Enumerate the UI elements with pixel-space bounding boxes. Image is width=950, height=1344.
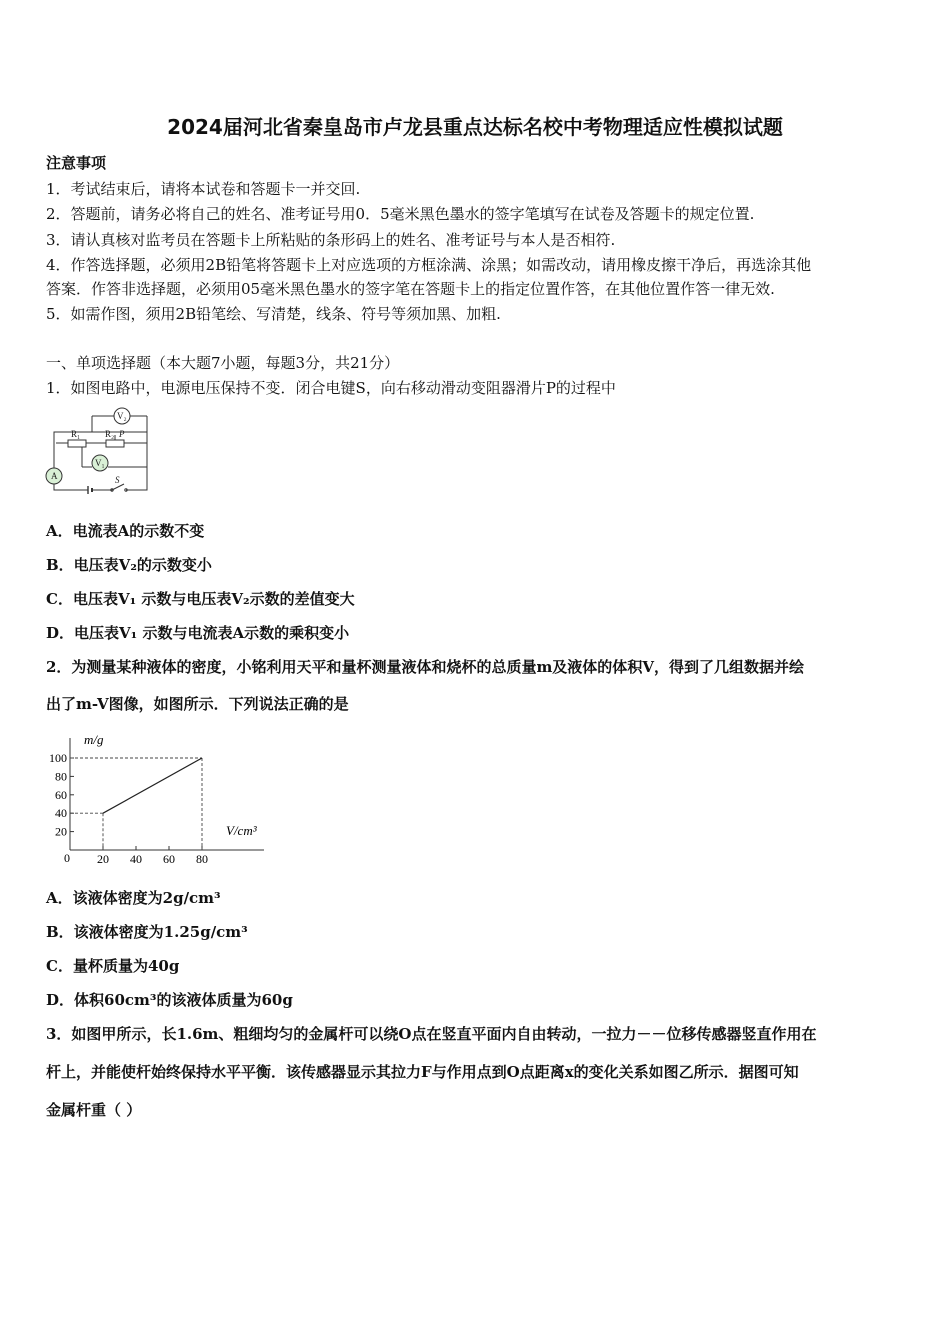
series-line [103, 758, 202, 813]
x-tick-label: 40 [130, 852, 142, 866]
label-p: P [119, 429, 125, 439]
origin-label: 0 [64, 851, 70, 865]
q2-option-d: D．体积60cm³的该液体质量为60g [46, 991, 293, 1009]
x-tick-label: 80 [196, 852, 208, 866]
y-tick-label: 60 [55, 787, 67, 802]
notice-item: 5．如需作图，须用2B铅笔绘、写清楚，线条、符号等须加黑、加粗. [46, 305, 501, 323]
question-3-line3: 金属杆重（ ） [46, 1101, 142, 1119]
question-2-stem-line2: 出了m-V图像，如图所示．下列说法正确的是 [46, 695, 349, 713]
mv-graph [46, 728, 276, 868]
q1-option-a: A．电流表A的示数不变 [46, 522, 205, 540]
label-r2: R₂ [105, 429, 115, 439]
q2-option-c: C．量杯质量为40g [46, 957, 180, 975]
question-3-line1: 3．如图甲所示，长1.6m、粗细均匀的金属杆可以绕O点在竖直平面内自由转动，一拉力－－位移传感器竖直作用在 [46, 1025, 817, 1043]
q2-option-a: A．该液体密度为2g/cm³ [46, 889, 221, 907]
notice-heading: 注意事项 [46, 154, 107, 172]
label-v2: V₂ [117, 411, 127, 421]
y-axis-label: m/g [84, 732, 104, 747]
q2-option-b: B．该液体密度为1.25g/cm³ [46, 923, 248, 941]
notice-item: 3．请认真核对监考员在答题卡上所粘贴的条形码上的姓名、准考证号与本人是否相符. [46, 231, 616, 249]
y-tick-label: 40 [55, 806, 67, 821]
notice-item: 1．考试结束后，请将本试卷和答题卡一并交回. [46, 180, 361, 198]
notice-item: 4．作答选择题，必须用2B铅笔将答题卡上对应选项的方框涂满、涂黑；如需改动，请用橡皮擦干净后，再选涂其他 [46, 256, 812, 274]
label-v1: V₁ [95, 458, 105, 468]
page-title: 2024届河北省秦皇岛市卢龙县重点达标名校中考物理适应性模拟试题 [167, 115, 783, 139]
notice-item: 答案．作答非选择题，必须用05毫米黑色墨水的签字笔在答题卡上的指定位置作答，在其他位置作答一律无效. [46, 280, 775, 298]
y-tick-label: 100 [49, 751, 67, 765]
y-tick-label: 20 [55, 824, 67, 839]
label-r1: R₁ [71, 429, 81, 439]
question-3-line2: 杆上，并能使杆始终保持水平平衡．该传感器显示其拉力F与作用点到O点距离x的变化关系如图乙所示．据图可知 [46, 1063, 799, 1081]
q1-option-d: D．电压表V₁ 示数与电流表A示数的乘积变小 [46, 624, 350, 642]
label-s: S [115, 475, 120, 485]
question-1-stem: 1．如图电路中，电源电压保持不变．闭合电键S，向右移动滑动变阻器滑片P的过程中 [46, 379, 616, 397]
q1-option-b: B．电压表V₂的示数变小 [46, 556, 212, 574]
circuit-diagram [44, 404, 156, 496]
section-heading: 一、单项选择题（本大题7小题，每题3分，共21分） [46, 354, 400, 372]
y-tick-label: 80 [55, 769, 67, 784]
x-tick-label: 20 [97, 852, 109, 866]
x-axis-label: V/cm³ [226, 823, 257, 838]
x-tick-label: 60 [163, 852, 175, 866]
notice-item: 2．答题前，请务必将自己的姓名、准考证号用0．5毫米黑色墨水的签字笔填写在试卷及答题卡的规定位置. [46, 205, 755, 223]
question-2-stem-line1: 2．为测量某种液体的密度，小铭利用天平和量杯测量液体和烧杯的总质量m及液体的体积V，得到了几组数据并绘 [46, 658, 804, 676]
label-a: A [51, 471, 58, 481]
q1-option-c: C．电压表V₁ 示数与电压表V₂示数的差值变大 [46, 590, 355, 608]
